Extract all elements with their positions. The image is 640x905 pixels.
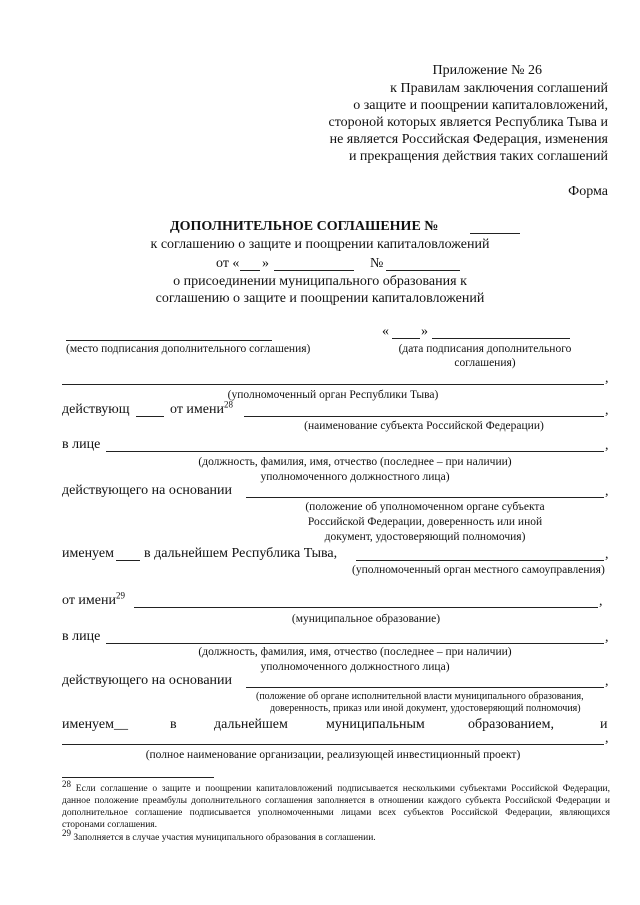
basis-caption-3: документ, удостоверяющий полномочия) bbox=[324, 531, 526, 543]
comma: , bbox=[605, 484, 609, 499]
title-line-4: о присоединении муниципального образования к bbox=[173, 274, 467, 289]
official-blank bbox=[106, 451, 604, 452]
date-open: « bbox=[382, 324, 389, 339]
title-line-5: соглашению о защите и поощрении капиталовложений bbox=[155, 291, 485, 306]
document-title: ДОПОЛНИТЕЛЬНОЕ СОГЛАШЕНИЕ № bbox=[170, 219, 439, 234]
comma: , bbox=[605, 630, 609, 645]
date-caption: (дата подписания дополнительного соглашения) bbox=[398, 343, 572, 369]
month-blank bbox=[274, 270, 354, 271]
organ-blank bbox=[62, 384, 604, 385]
form-label: Форма bbox=[568, 184, 608, 199]
appendix-number: Приложение № 26 bbox=[432, 63, 542, 78]
named-label: именуем bbox=[62, 546, 114, 561]
appendix-line: и прекращения действия таких соглашений bbox=[348, 149, 608, 164]
comma: , bbox=[605, 403, 609, 418]
date-day-blank bbox=[392, 338, 420, 339]
appendix-line: стороной которых является Республика Тыва и bbox=[328, 115, 608, 130]
comma: , bbox=[605, 731, 609, 746]
official-blank-2 bbox=[106, 643, 604, 644]
number-blank bbox=[470, 233, 520, 234]
title-line-2: к соглашению о защите и поощрении капиталовложений bbox=[150, 237, 490, 252]
place-caption: (место подписания дополнительного соглашения) bbox=[66, 343, 311, 355]
basis-label-2: действующего на основании bbox=[62, 673, 233, 688]
on-behalf-label: от имени$^{28}$ bbox=[170, 399, 233, 417]
basis-blank bbox=[246, 497, 604, 498]
basis2-caption-2: доверенность, приказ или иной документ, удостоверяющий полномочия) bbox=[270, 703, 581, 714]
organization-blank bbox=[62, 744, 604, 745]
official-caption-2: уполномоченного должностного лица) bbox=[260, 471, 450, 483]
in-person-label-2: в лице bbox=[62, 629, 101, 644]
subject-caption: (наименование субъекта Российской Федерации) bbox=[304, 420, 544, 432]
number-sign: № bbox=[370, 256, 384, 271]
municipality-blank bbox=[134, 607, 598, 608]
named-mun-word: образованием, bbox=[468, 717, 554, 732]
on-behalf-label-2: от имени$^{29}$ bbox=[62, 590, 125, 608]
date-close: » bbox=[421, 324, 428, 339]
basis-caption-2: Российской Федерации, доверенность или иной bbox=[307, 516, 543, 528]
named-mun-word: муниципальным bbox=[326, 717, 425, 732]
basis-caption-1: (положение об уполномоченном органе субъекта bbox=[305, 501, 545, 513]
in-person-label: в лице bbox=[62, 437, 101, 452]
named-ending-blank bbox=[116, 560, 140, 561]
acting-label: действующ bbox=[62, 402, 130, 417]
named-mun-word: именуем__ bbox=[62, 717, 128, 732]
appendix-line: к Правилам заключения соглашений bbox=[390, 81, 608, 96]
comma: , bbox=[605, 547, 609, 562]
ending-blank bbox=[136, 416, 164, 417]
appendix-line: о защите и поощрении капиталовложений, bbox=[353, 98, 608, 113]
local-organ-blank bbox=[356, 560, 604, 561]
day-blank bbox=[240, 270, 260, 271]
comma: , bbox=[605, 674, 609, 689]
subject-blank bbox=[244, 416, 604, 417]
date-quote: » bbox=[262, 256, 269, 271]
official2-caption-2: уполномоченного должностного лица) bbox=[260, 661, 450, 673]
organization-caption: (полное наименование организации, реализующей инвестиционный проект) bbox=[145, 749, 521, 761]
basis-label: действующего на основании bbox=[62, 483, 233, 498]
basis-blank-2 bbox=[246, 687, 604, 688]
local-organ-caption: (уполномоченный орган местного самоуправления) bbox=[352, 564, 605, 576]
organ-caption: (уполномоченный орган Республики Тыва) bbox=[227, 389, 439, 401]
footnote-28: $^{28}$ Если соглашение о защите и поощрении капиталовложений подписывается несколькими субъектами Российской Федерации, данное положение преамбулы дополнительного соглашения заполняется в отношении каждого субъекта Российской Федерации и дополнительное соглашение подписывается уполномоченными лицами всех субъектов Российской Федерации, являющихся сторонами соглашения. bbox=[62, 778, 611, 830]
official-caption-1: (должность, фамилия, имя, отчество (последнее – при наличии) bbox=[198, 456, 512, 468]
appendix-line: не является Российская Федерация, изменения bbox=[329, 132, 608, 147]
footnote-separator bbox=[62, 777, 214, 778]
basis2-caption-1: (положение об органе исполнительной власти муниципального образования, bbox=[256, 691, 584, 702]
municipality-caption: (муниципальное образование) bbox=[291, 613, 441, 625]
official2-caption-1: (должность, фамилия, имя, отчество (последнее – при наличии) bbox=[198, 646, 512, 658]
date-from: от « bbox=[216, 256, 240, 271]
named-mun-word: дальнейшем bbox=[214, 717, 288, 732]
agreement-number-blank bbox=[386, 270, 460, 271]
named-mun-word: в bbox=[170, 717, 177, 732]
date-month-blank bbox=[432, 338, 570, 339]
named-mun-word: и bbox=[600, 717, 608, 732]
comma: , bbox=[599, 594, 603, 609]
place-blank bbox=[66, 340, 272, 341]
comma: , bbox=[605, 371, 609, 386]
named-rt-text: в дальнейшем Республика Тыва, bbox=[144, 546, 338, 561]
footnote-29: $^{29}$ Заполняется в случае участия муниципального образования в соглашении. bbox=[62, 827, 376, 843]
comma: , bbox=[605, 438, 609, 453]
